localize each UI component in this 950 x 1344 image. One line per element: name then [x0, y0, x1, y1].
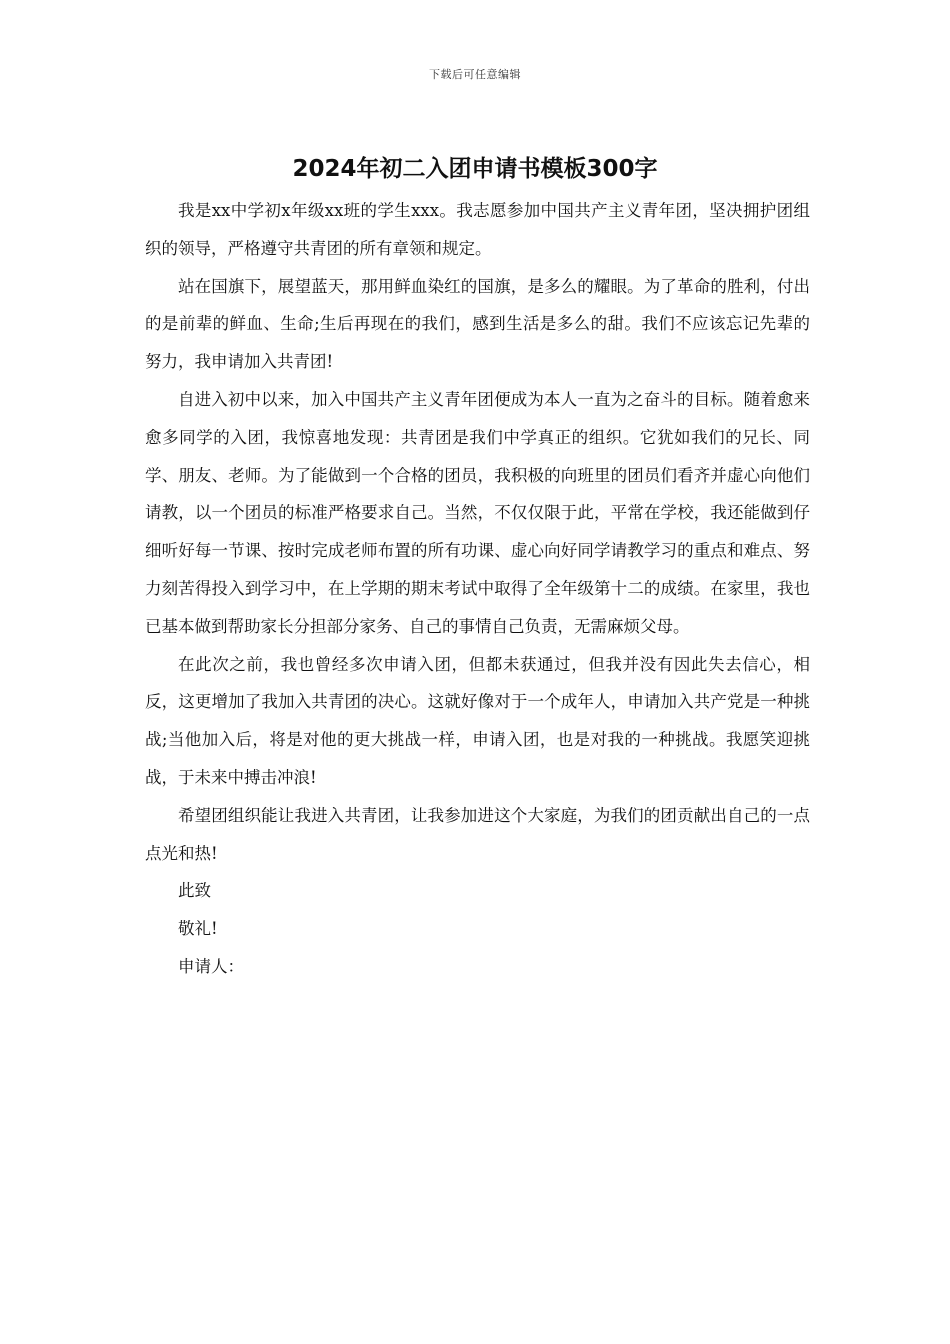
paragraph-determination: 在此次之前，我也曾经多次申请入团，但都未获通过，但我并没有因此失去信心，相反，这更增加了我加入共青团的决心。这就好像对于一个成年人，申请加入共产党是一种挑战;当他加入后，将是对他的更大挑战一样，申请入团，也是对我的一种挑战。我愿笑迎挑战，于未来中搏击冲浪! [145, 654, 810, 787]
document-title: 2024年初二入团申请书模板300字 [292, 156, 658, 182]
letter-body [145, 192, 810, 986]
paragraph-flag: 站在国旗下，展望蓝天，那用鲜血染红的国旗，是多么的耀眼。为了革命的胜利，付出的是前辈的鲜血、生命;生后再现在的我们，感到生活是多么的甜。我们不应该忘记先辈的努力，我申请加入共青团! [145, 276, 810, 372]
paragraph-hope: 希望团组织能让我进入共青团，让我参加进这个大家庭，为我们的团贡献出自己的一点点光和热! [145, 805, 810, 863]
closing-respect: 敬礼! [178, 919, 218, 939]
paragraph-goal: 自进入初中以来，加入中国共产主义青年团便成为本人一直为之奋斗的目标。随着愈来愈多同学的入团，我惊喜地发现：共青团是我们中学真正的组织。它犹如我们的兄长、同学、朋友、老师。为了能做到一个合格的团员，我积极的向班里的团员们看齐并虚心向他们请教，以一个团员的标准严格要求自己。当然，不仅仅限于此，平常在学校，我还能做到仔细听好每一节课、按时完成老师布置的所有功课、虚心向好同学请教学习的重点和难点、努力刻苦得投入到学习中，在上学期的期末考试中取得了全年级第十二的成绩。在家里，我也已基本做到帮助家长分担部分家务、自己的事情自己负责，无需麻烦父母。 [145, 389, 810, 636]
paragraph-intro: 我是xx中学初x年级xx班的学生xxx。我志愿参加中国共产主义青年团，坚决拥护团组织的领导，严格遵守共青团的所有章领和规定。 [145, 201, 810, 258]
header-note: 下载后可任意编辑 [429, 68, 521, 81]
closing-salutation: 此致 [178, 881, 211, 901]
applicant-signature-line: 申请人： [178, 956, 244, 976]
